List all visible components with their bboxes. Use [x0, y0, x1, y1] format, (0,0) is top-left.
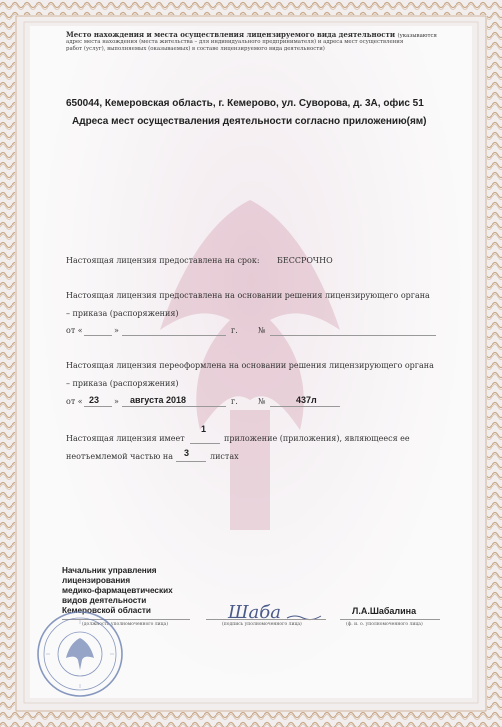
basis-number-sign: № — [258, 326, 266, 335]
dept-line1: Начальник управления — [62, 566, 157, 575]
reissue-from: от « — [66, 397, 83, 406]
appendix-text2: приложение (приложения), являющееся ее — [224, 434, 410, 443]
handwritten-signature: Шаба — [228, 602, 281, 623]
dept-line3: медико-фармацевтических — [62, 586, 173, 595]
basis-line2: – приказа (распоряжения) — [66, 309, 179, 318]
term-value: БЕССРОЧНО — [277, 256, 333, 265]
appendix-text3: неотъемлемой частью на — [66, 452, 174, 461]
address-places: Адреса мест осуществаления деятельности согласно приложению(ям) — [72, 116, 427, 127]
basis-line1: Настоящая лицензия предоставлена на основании решения лицензирующего органа — [66, 291, 430, 300]
basis-day-line — [84, 335, 112, 336]
header-title-note: (указываются — [397, 33, 437, 39]
signatory-department — [62, 566, 173, 616]
header-title — [66, 30, 437, 39]
term-label: Настоящая лицензия предоставлена на срок: — [66, 256, 260, 265]
appendix-count: 1 — [201, 424, 207, 434]
dept-line2: лицензирования — [62, 576, 131, 585]
dept-line4: видов деятельности — [62, 596, 147, 605]
reissue-date-line — [122, 406, 226, 407]
address-main: 650044, Кемеровская область, г. Кемерово, ул. Суворова, д. 3А, офис 51 — [66, 98, 424, 109]
signature-line — [206, 619, 326, 620]
basis-year: г. — [231, 326, 238, 335]
dept-line5: Кемеровской области — [62, 606, 151, 615]
reissue-number-line — [270, 406, 340, 407]
appendix-sheets: 3 — [184, 448, 190, 458]
name-line — [340, 619, 440, 620]
header-subtitle — [66, 39, 446, 53]
reissue-day-line — [84, 406, 112, 407]
appendix-sheets-line — [176, 461, 206, 462]
signature-caption: (подпись уполномоченного лица) — [222, 622, 302, 627]
reissue-month-year: августа 2018 — [130, 395, 187, 405]
reissue-line1: Настоящая лицензия переоформлена на основании решения лицензирующего органа — [66, 361, 434, 370]
appendix-text1: Настоящая лицензия имеет — [66, 434, 185, 443]
reissue-line2: – приказа (распоряжения) — [66, 379, 179, 388]
eagle-watermark-icon — [120, 160, 380, 580]
signatory-name: Л.А.Шабалина — [352, 606, 417, 616]
reissue-number: 437л — [296, 395, 317, 405]
reissue-close-quote: » — [114, 397, 119, 406]
header-subtitle-line1: адрес места нахождения (места жительства – для индивидуального предпринимателя) и адреса мест осуществления — [66, 39, 404, 45]
official-seal-icon — [36, 610, 124, 698]
basis-date-line — [122, 335, 226, 336]
basis-number-line — [270, 335, 436, 336]
signature-flourish-icon — [285, 612, 325, 622]
position-caption: (должность уполномоченного лица) — [82, 622, 168, 627]
reissue-day: 23 — [89, 395, 100, 405]
name-caption: (ф. и. о. уполномоченного лица) — [346, 622, 423, 627]
appendix-count-line — [190, 443, 220, 444]
appendix-text4: листах — [210, 452, 239, 461]
basis-from: от « — [66, 326, 83, 335]
basis-close-quote: » — [114, 326, 119, 335]
header-subtitle-line2: работ (услуг), выполняемых (оказываемых) в составе лицензируемого вида деятельности) — [66, 46, 325, 52]
reissue-year: г. — [231, 397, 238, 406]
reissue-number-sign: № — [258, 397, 266, 406]
header-title-text: Место нахождения и места осуществления лицензируемого вида деятельности — [66, 30, 396, 39]
